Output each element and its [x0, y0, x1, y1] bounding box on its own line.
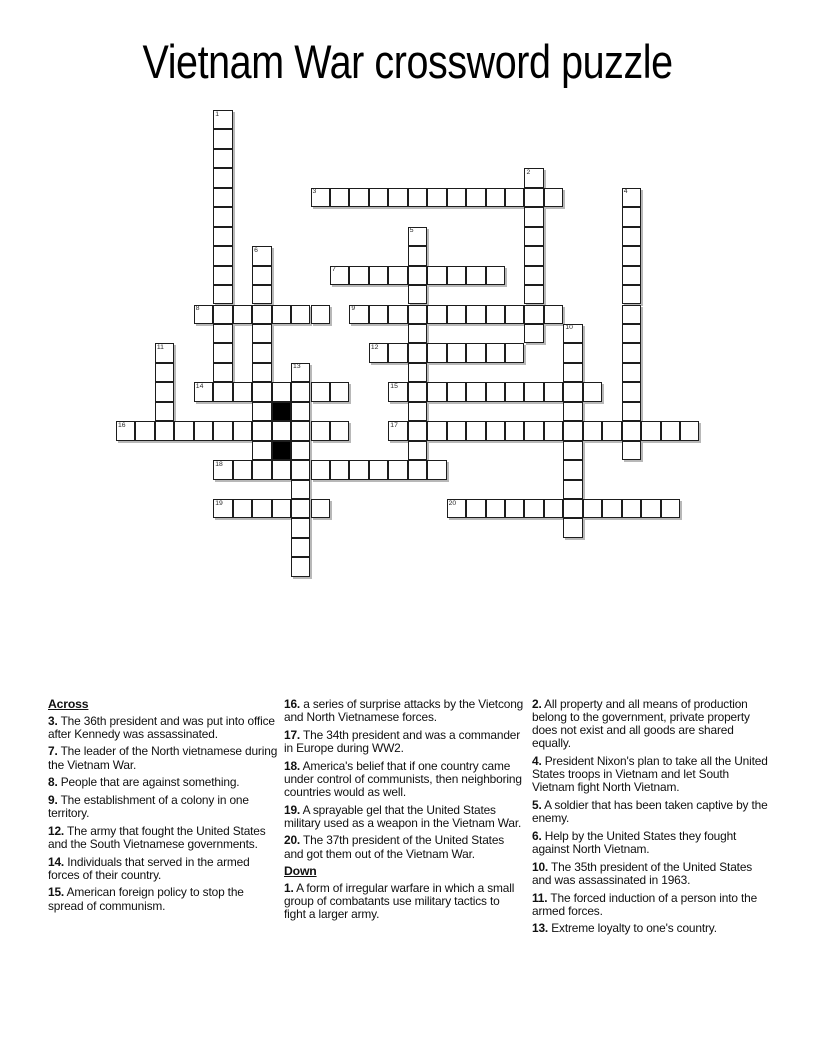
- grid-cell[interactable]: [252, 363, 271, 382]
- grid-cell[interactable]: [408, 441, 427, 460]
- grid-cell[interactable]: [369, 460, 388, 479]
- grid-cell[interactable]: [524, 305, 543, 324]
- grid-cell[interactable]: [524, 168, 543, 187]
- grid-cell[interactable]: [583, 382, 602, 401]
- grid-cell[interactable]: [155, 421, 174, 440]
- grid-cell[interactable]: [291, 363, 310, 382]
- cell-number: 9: [351, 305, 356, 312]
- grid-cell[interactable]: [233, 305, 252, 324]
- grid-cell[interactable]: [505, 499, 524, 518]
- grid-cell[interactable]: [233, 460, 252, 479]
- clue-item: 11. The forced induction of a person into the armed forces.: [532, 890, 758, 918]
- clue-item: 16. a series of surprise attacks by the Vietcong and North Vietnamese forces.: [284, 697, 524, 725]
- grid-cell[interactable]: [408, 285, 427, 304]
- cell-number: 5: [409, 227, 414, 235]
- clue-item: 10. The 35th president of the United States and was assassinated in 1963.: [532, 859, 753, 887]
- grid-cell[interactable]: [408, 266, 427, 285]
- grid-cell[interactable]: [563, 324, 582, 343]
- grid-cell[interactable]: [252, 246, 271, 265]
- grid-cell[interactable]: [330, 421, 349, 440]
- grid-cell[interactable]: [447, 382, 466, 401]
- grid-cell[interactable]: [408, 363, 427, 382]
- grid-cell[interactable]: [486, 188, 505, 207]
- grid-cell[interactable]: [330, 266, 349, 285]
- clue-number: 18.: [284, 758, 301, 773]
- grid-cell[interactable]: [213, 168, 232, 187]
- grid-cell[interactable]: [408, 246, 427, 265]
- grid-cell[interactable]: [155, 382, 174, 401]
- clue-number: 10.: [532, 859, 549, 874]
- grid-cell[interactable]: [194, 421, 213, 440]
- clue-number: 1.: [284, 880, 294, 895]
- page-title-text: Vietnam War crossword puzzle: [142, 35, 674, 88]
- grid-cell[interactable]: [524, 207, 543, 226]
- clue-column-down: [532, 698, 770, 940]
- grid-cell[interactable]: [311, 460, 330, 479]
- grid-cell[interactable]: [252, 421, 271, 440]
- grid-cell[interactable]: [427, 382, 446, 401]
- grid-cell[interactable]: [213, 246, 232, 265]
- grid-cell[interactable]: [213, 343, 232, 362]
- grid-cell[interactable]: [213, 324, 232, 343]
- grid-cell[interactable]: [213, 266, 232, 285]
- grid-cell[interactable]: [213, 110, 232, 129]
- clue-item: 1. A form of irregular warfare in which a small group of combatants use military tactics to fight a larger army.: [284, 880, 515, 922]
- grid-cell[interactable]: [291, 402, 310, 421]
- clue-number: 11.: [532, 890, 548, 905]
- clue-number: 2.: [532, 697, 542, 711]
- grid-cell[interactable]: [544, 305, 563, 324]
- grid-cell[interactable]: [213, 285, 232, 304]
- grid-cell[interactable]: [213, 129, 232, 148]
- clue-item: 12. The army that fought the United States and the South Vietnamese governments.: [48, 823, 266, 851]
- grid-cell[interactable]: [388, 460, 407, 479]
- grid-cell[interactable]: [622, 246, 641, 265]
- grid-cell[interactable]: [524, 421, 543, 440]
- grid-cell[interactable]: [408, 305, 427, 324]
- grid-cell[interactable]: [524, 266, 543, 285]
- cell-number: 17: [390, 421, 398, 429]
- grid-cell[interactable]: [622, 382, 641, 401]
- grid-cell[interactable]: [272, 421, 291, 440]
- grid-cell[interactable]: [447, 343, 466, 362]
- grid-cell[interactable]: [213, 207, 232, 226]
- clue-number: 13.: [532, 921, 549, 936]
- grid-cell[interactable]: [563, 441, 582, 460]
- grid-cell[interactable]: [505, 382, 524, 401]
- grid-cell[interactable]: [524, 285, 543, 304]
- grid-cell[interactable]: [349, 305, 368, 324]
- cell-number: 10: [565, 324, 573, 332]
- grid-cell[interactable]: [622, 324, 641, 343]
- grid-cell[interactable]: [311, 188, 330, 207]
- grid-cell[interactable]: [388, 343, 407, 362]
- grid-cell[interactable]: [427, 421, 446, 440]
- grid-cell[interactable]: [486, 382, 505, 401]
- cell-number: 18: [215, 460, 223, 468]
- cell-number: 16: [118, 421, 126, 429]
- grid-cell[interactable]: [661, 499, 680, 518]
- grid-cell[interactable]: [135, 421, 154, 440]
- grid-cell[interactable]: [291, 421, 310, 440]
- grid-cell[interactable]: [563, 363, 582, 382]
- grid-cell[interactable]: [388, 266, 407, 285]
- grid-cell[interactable]: [447, 188, 466, 207]
- cell-number: 2: [526, 168, 531, 176]
- grid-cell[interactable]: [252, 285, 271, 304]
- grid-black-cell: [272, 441, 291, 460]
- cell-number: 8: [195, 305, 200, 312]
- grid-cell[interactable]: [213, 421, 232, 440]
- clue-number: 12.: [48, 823, 65, 838]
- grid-cell[interactable]: [622, 188, 641, 207]
- grid-cell[interactable]: [622, 363, 641, 382]
- cell-number: 14: [195, 382, 204, 390]
- grid-cell[interactable]: [622, 266, 641, 285]
- cell-number: 12: [370, 343, 379, 351]
- clue-number: 19.: [284, 802, 301, 817]
- clue-number: 3.: [48, 713, 58, 728]
- grid-cell[interactable]: [252, 305, 271, 324]
- grid-cell[interactable]: [291, 305, 310, 324]
- grid-cell[interactable]: [388, 421, 407, 440]
- grid-cell[interactable]: [369, 305, 388, 324]
- grid-cell[interactable]: [155, 363, 174, 382]
- grid-cell[interactable]: [466, 188, 485, 207]
- grid-cell[interactable]: [524, 188, 543, 207]
- grid-cell[interactable]: [680, 421, 699, 440]
- grid-cell[interactable]: [272, 382, 291, 401]
- cell-number: 19: [215, 499, 223, 507]
- clue-item: 7. The leader of the North vietnamese during the Vietnam War.: [48, 744, 278, 772]
- clue-item: 9. The establishment of a colony in one territory.: [48, 792, 249, 821]
- grid-cell[interactable]: [272, 305, 291, 324]
- grid-cell[interactable]: [213, 499, 232, 518]
- grid-cell[interactable]: [233, 421, 252, 440]
- grid-cell[interactable]: [447, 266, 466, 285]
- grid-cell[interactable]: [311, 421, 330, 440]
- grid-cell[interactable]: [427, 343, 446, 362]
- grid-cell[interactable]: [622, 227, 641, 246]
- grid-cell[interactable]: [622, 441, 641, 460]
- grid-cell[interactable]: [388, 305, 407, 324]
- grid-cell[interactable]: [427, 305, 446, 324]
- grid-cell[interactable]: [388, 382, 407, 401]
- clue-number: 16.: [284, 697, 301, 711]
- clue-number: 20.: [284, 833, 301, 848]
- grid-cell[interactable]: [369, 343, 388, 362]
- grid-cell[interactable]: [330, 188, 349, 207]
- grid-cell[interactable]: [563, 382, 582, 401]
- clue-item: 17. The 34th president and was a commander in Europe during WW2.: [284, 727, 521, 755]
- grid-cell[interactable]: [524, 382, 543, 401]
- grid-cell[interactable]: [563, 499, 582, 518]
- grid-cell[interactable]: [466, 382, 485, 401]
- grid-cell[interactable]: [641, 421, 660, 440]
- grid-cell[interactable]: [622, 285, 641, 304]
- clue-item: 4. President Nixon's plan to take all the United States troops in Vietnam and let South Vietnam fight North Vietnam.: [532, 754, 768, 795]
- grid-cell[interactable]: [563, 518, 582, 537]
- clue-item: 14. Individuals that served in the armed forces of their country.: [48, 854, 250, 882]
- grid-cell[interactable]: [408, 324, 427, 343]
- cell-number: 4: [623, 188, 628, 196]
- grid-cell[interactable]: [427, 188, 446, 207]
- grid-cell[interactable]: [563, 402, 582, 421]
- grid-cell[interactable]: [349, 188, 368, 207]
- grid-cell[interactable]: [272, 499, 291, 518]
- grid-cell[interactable]: [427, 266, 446, 285]
- grid-cell[interactable]: [544, 188, 563, 207]
- cell-number: 7: [331, 266, 336, 274]
- cell-number: 11: [156, 343, 164, 351]
- grid-cell[interactable]: [544, 499, 563, 518]
- grid-cell[interactable]: [388, 188, 407, 207]
- grid-cell[interactable]: [524, 499, 543, 518]
- clue-item: 19. A sprayable gel that the United States military used as a weapon in the Vietnam War.: [284, 802, 522, 830]
- grid-cell[interactable]: [349, 460, 368, 479]
- grid-cell[interactable]: [408, 188, 427, 207]
- grid-cell[interactable]: [252, 343, 271, 362]
- grid-cell[interactable]: [291, 557, 310, 576]
- grid-cell[interactable]: [661, 421, 680, 440]
- grid-cell[interactable]: [563, 460, 582, 479]
- grid-cell[interactable]: [563, 421, 582, 440]
- grid-cell[interactable]: [563, 343, 582, 362]
- cell-number: 6: [254, 246, 258, 254]
- grid-cell[interactable]: [330, 382, 349, 401]
- grid-cell[interactable]: [291, 441, 310, 460]
- grid-cell[interactable]: [505, 188, 524, 207]
- clue-item: 18. America's belief that if one country came under control of communists, then neighboring countries would as well.: [284, 758, 522, 799]
- cell-number: 1: [215, 110, 220, 118]
- clue-number: 7.: [48, 744, 58, 759]
- grid-cell[interactable]: [505, 421, 524, 440]
- clue-column-middle: [284, 698, 524, 926]
- grid-cell[interactable]: [213, 382, 232, 401]
- grid-cell[interactable]: [408, 382, 427, 401]
- grid-cell[interactable]: [291, 382, 310, 401]
- cell-number: 13: [293, 363, 301, 371]
- clue-item: 8. People that are against something.: [48, 775, 240, 790]
- cell-number: 15: [390, 382, 398, 390]
- grid-cell[interactable]: [447, 421, 466, 440]
- grid-cell[interactable]: [466, 499, 485, 518]
- grid-cell[interactable]: [213, 227, 232, 246]
- grid-cell[interactable]: [311, 382, 330, 401]
- grid-cell[interactable]: [349, 266, 368, 285]
- clue-number: 14.: [48, 854, 65, 869]
- grid-cell[interactable]: [563, 480, 582, 499]
- grid-cell[interactable]: [252, 499, 271, 518]
- clue-number: 9.: [48, 792, 58, 807]
- grid-cell[interactable]: [524, 324, 543, 343]
- clue-column-across: [48, 698, 279, 917]
- grid-cell[interactable]: [505, 305, 524, 324]
- grid-cell[interactable]: [622, 343, 641, 362]
- grid-cell[interactable]: [583, 499, 602, 518]
- grid-cell[interactable]: [272, 460, 291, 479]
- cell-number: 3: [312, 188, 317, 196]
- grid-cell[interactable]: [369, 266, 388, 285]
- grid-cell[interactable]: [524, 227, 543, 246]
- grid-black-cell: [272, 402, 291, 421]
- grid-cell[interactable]: [369, 188, 388, 207]
- clue-number: 4.: [532, 754, 542, 769]
- grid-cell[interactable]: [544, 382, 563, 401]
- grid-cell[interactable]: [447, 499, 466, 518]
- grid-cell[interactable]: [622, 421, 641, 440]
- clue-item: 5. A soldier that has been taken captive by the enemy.: [532, 798, 768, 826]
- grid-cell[interactable]: [408, 343, 427, 362]
- grid-cell[interactable]: [291, 480, 310, 499]
- clue-number: 8.: [48, 775, 58, 790]
- grid-cell[interactable]: [602, 499, 621, 518]
- clue-number: 5.: [532, 798, 542, 813]
- grid-cell[interactable]: [447, 305, 466, 324]
- grid-cell[interactable]: [486, 499, 505, 518]
- grid-cell[interactable]: [524, 246, 543, 265]
- clue-item: 3. The 36th president and was put into office after Kennedy was assassinated.: [48, 713, 275, 741]
- grid-cell[interactable]: [466, 421, 485, 440]
- page-title: [0, 34, 816, 92]
- grid-cell[interactable]: [213, 188, 232, 207]
- clue-number: 6.: [532, 828, 542, 843]
- grid-cell[interactable]: [486, 266, 505, 285]
- cell-number: 20: [448, 499, 457, 507]
- grid-cell[interactable]: [213, 305, 232, 324]
- grid-cell[interactable]: [602, 421, 621, 440]
- clue-item: 6. Help by the United States they fought against North Vietnam.: [532, 828, 737, 857]
- clue-item: 20. The 37th president of the United States and got them out of the Vietnam War.: [284, 833, 505, 861]
- grid-cell[interactable]: [466, 343, 485, 362]
- grid-cell[interactable]: [155, 402, 174, 421]
- grid-cell[interactable]: [116, 421, 135, 440]
- grid-cell[interactable]: [252, 402, 271, 421]
- clue-item: 13. Extreme loyalty to one's country.: [532, 921, 717, 936]
- clue-number: 15.: [48, 885, 65, 900]
- grid-cell[interactable]: [291, 518, 310, 537]
- grid-cell[interactable]: [311, 499, 330, 518]
- grid-cell[interactable]: [641, 499, 660, 518]
- grid-cell[interactable]: [408, 460, 427, 479]
- grid-cell[interactable]: [583, 421, 602, 440]
- grid-cell[interactable]: [213, 460, 232, 479]
- grid-cell[interactable]: [252, 324, 271, 343]
- grid-cell[interactable]: [252, 382, 271, 401]
- grid-cell[interactable]: [622, 402, 641, 421]
- grid-cell[interactable]: [408, 227, 427, 246]
- grid-cell[interactable]: [622, 207, 641, 226]
- grid-cell[interactable]: [466, 266, 485, 285]
- grid-cell[interactable]: [408, 421, 427, 440]
- clue-list-header-down: Down: [284, 864, 317, 879]
- grid-cell[interactable]: [408, 402, 427, 421]
- grid-cell[interactable]: [486, 343, 505, 362]
- grid-cell[interactable]: [505, 343, 524, 362]
- grid-cell[interactable]: [233, 499, 252, 518]
- grid-cell[interactable]: [233, 382, 252, 401]
- grid-cell[interactable]: [330, 460, 349, 479]
- grid-cell[interactable]: [311, 305, 330, 324]
- grid-cell[interactable]: [486, 305, 505, 324]
- clue-item: 15. American foreign policy to stop the spread of communism.: [48, 885, 244, 913]
- grid-cell[interactable]: [622, 499, 641, 518]
- grid-cell[interactable]: [544, 421, 563, 440]
- grid-cell[interactable]: [252, 441, 271, 460]
- grid-cell[interactable]: [427, 460, 446, 479]
- grid-cell[interactable]: [622, 305, 641, 324]
- clue-item: 2. All property and all means of production belong to the government, private property does not exist and all goods are shared equally.: [532, 697, 750, 751]
- grid-cell[interactable]: [291, 538, 310, 557]
- grid-cell[interactable]: [252, 266, 271, 285]
- grid-cell[interactable]: [194, 382, 213, 401]
- grid-cell[interactable]: [291, 460, 310, 479]
- clue-list-header-across: Across: [48, 697, 89, 711]
- grid-cell[interactable]: [174, 421, 193, 440]
- grid-cell[interactable]: [194, 305, 213, 324]
- grid-cell[interactable]: [213, 363, 232, 382]
- grid-cell[interactable]: [155, 343, 174, 362]
- grid-cell[interactable]: [252, 460, 271, 479]
- grid-cell[interactable]: [466, 305, 485, 324]
- clue-number: 17.: [284, 727, 301, 742]
- grid-cell[interactable]: [213, 149, 232, 168]
- grid-cell[interactable]: [486, 421, 505, 440]
- grid-cell[interactable]: [291, 499, 310, 518]
